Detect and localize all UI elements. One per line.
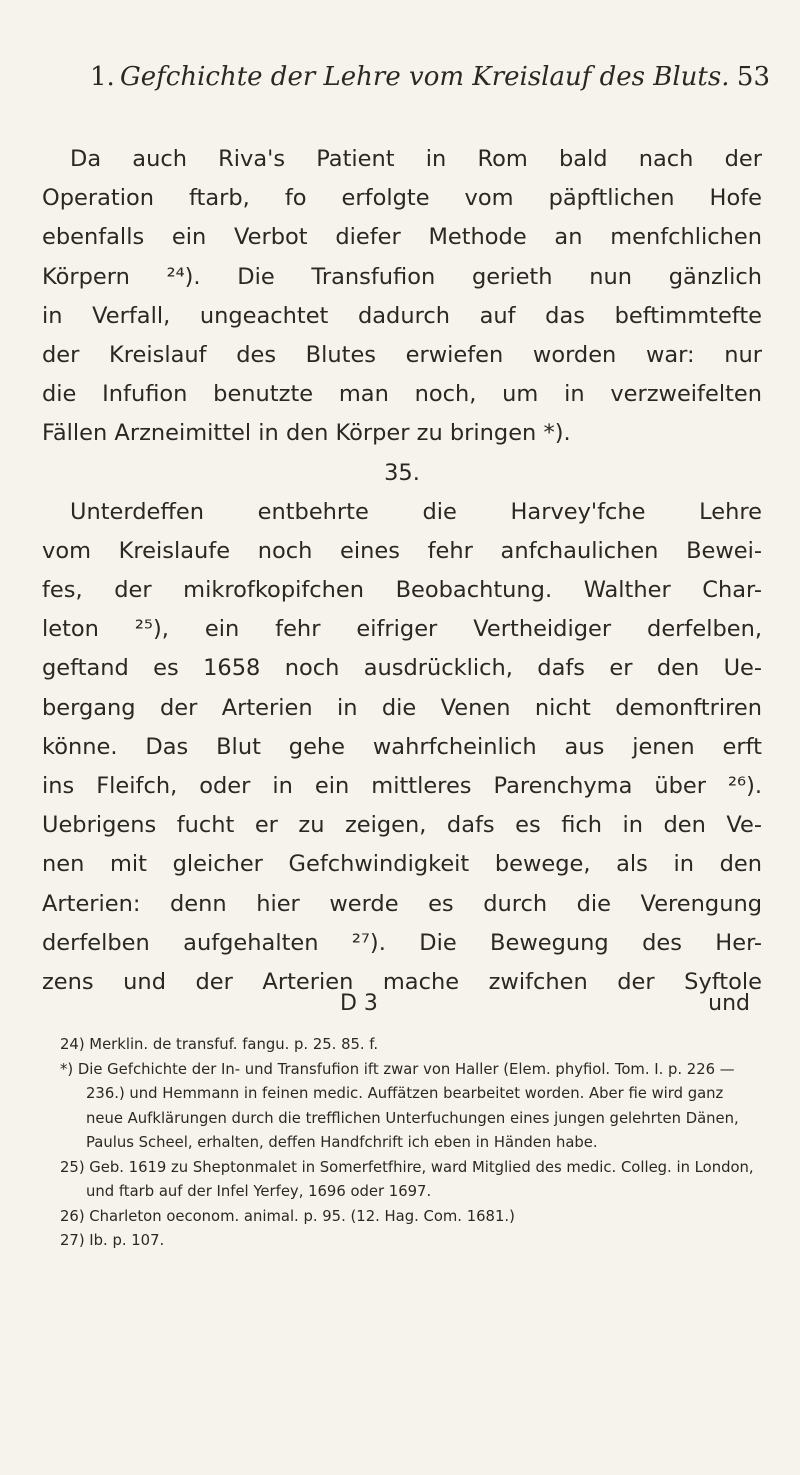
footnote: 27) Ib. p. 107. <box>60 1232 165 1249</box>
text-line: in Verfall, ungeachtet dadurch auf das beftimmtefte <box>42 302 762 329</box>
footnote: *) Die Gefchichte der In- und Transfufion ift zwar von Haller (Elem. phyfiol. Tom. I. p. 226 — 236.) und Hemmann in feinen medic. Auffätzen bearbeitet worden. Aber fie wird ganz neue Aufklärungen durch die trefflichen Unterfuchungen eines jungen gelehrten Dänen, Paulus Scheel, erhalten, deffen Handfchrift ich eben in Händen habe. <box>60 1060 739 1151</box>
signature-mark: D 3 <box>340 991 378 1016</box>
text-line: bergang der Arterien in die Venen nicht demonftriren <box>42 694 762 721</box>
text-line: Fällen Arzneimittel in den Körper zu bringen *). <box>42 420 571 447</box>
text-line: Da auch Riva's Patient in Rom bald nach der <box>70 146 762 172</box>
text-line: ebenfalls ein Verbot diefer Methode an menfchlichen <box>42 224 762 251</box>
footnote: 25) Geb. 1619 zu Sheptonmalet in Somerfetfhire, ward Mitglied des medic. Colleg. in London, und ftarb auf der Infel Yerfey, 1696 oder 1697. <box>60 1158 754 1200</box>
catchword: und <box>708 991 750 1016</box>
text-line: zens und der Arterien mache zwifchen der Syftole <box>42 968 762 995</box>
text-line: der Kreislauf des Blutes erwiefen worden war: nur <box>42 341 762 368</box>
text-line: könne. Das Blut gehe wahrfcheinlich aus jenen erft <box>42 733 762 760</box>
page-number: 53 <box>736 62 770 92</box>
text-line: Körpern ²⁴). Die Transfufion gerieth nun gänzlich <box>42 263 762 290</box>
text-line: nen mit gleicher Gefchwindigkeit bewege, als in den <box>42 851 762 878</box>
footnote: 26) Charleton oeconom. animal. p. 95. (12. Hag. Com. 1681.) <box>60 1207 515 1225</box>
signature-line <box>340 991 770 1027</box>
text-line: geftand es 1658 noch ausdrücklich, dafs er den Ue- <box>42 655 762 682</box>
text-line: ins Fleifch, oder in ein mittleres Parenchyma über ²⁶). <box>42 773 762 799</box>
text-line: Operation ftarb, fo erfolgte vom päpftlichen Hofe <box>42 185 762 212</box>
section-number: 35. <box>384 459 420 486</box>
text-line: Uebrigens fucht er zu zeigen, dafs es fich in den Ve- <box>42 812 762 839</box>
text-line: die Infufion benutzte man noch, um in verzweifelten <box>42 381 762 408</box>
footnotes <box>60 1033 760 1254</box>
chapter-number: 1. <box>90 62 115 92</box>
text-line: derfelben aufgehalten ²⁷). Die Bewegung des Her- <box>42 929 762 956</box>
running-header <box>90 62 770 102</box>
text-line: fes, der mikrofkopifchen Beobachtung. Walther Char- <box>42 577 762 604</box>
running-title: Gefchichte der Lehre vom Kreislauf des Bluts. <box>120 62 730 92</box>
footnote: 24) Merklin. de transfuf. fangu. p. 25. 85. f. <box>60 1036 379 1053</box>
main-text <box>42 140 762 1002</box>
text-line: Arterien: denn hier werde es durch die Verengung <box>42 890 762 917</box>
text-line: leton ²⁵), ein fehr eifriger Vertheidiger derfelben, <box>42 616 762 643</box>
text-line: Unterdeffen entbehrte die Harvey'fche Lehre <box>70 498 762 525</box>
text-line: vom Kreislaufe noch eines fehr anfchaulichen Bewei- <box>42 537 762 564</box>
